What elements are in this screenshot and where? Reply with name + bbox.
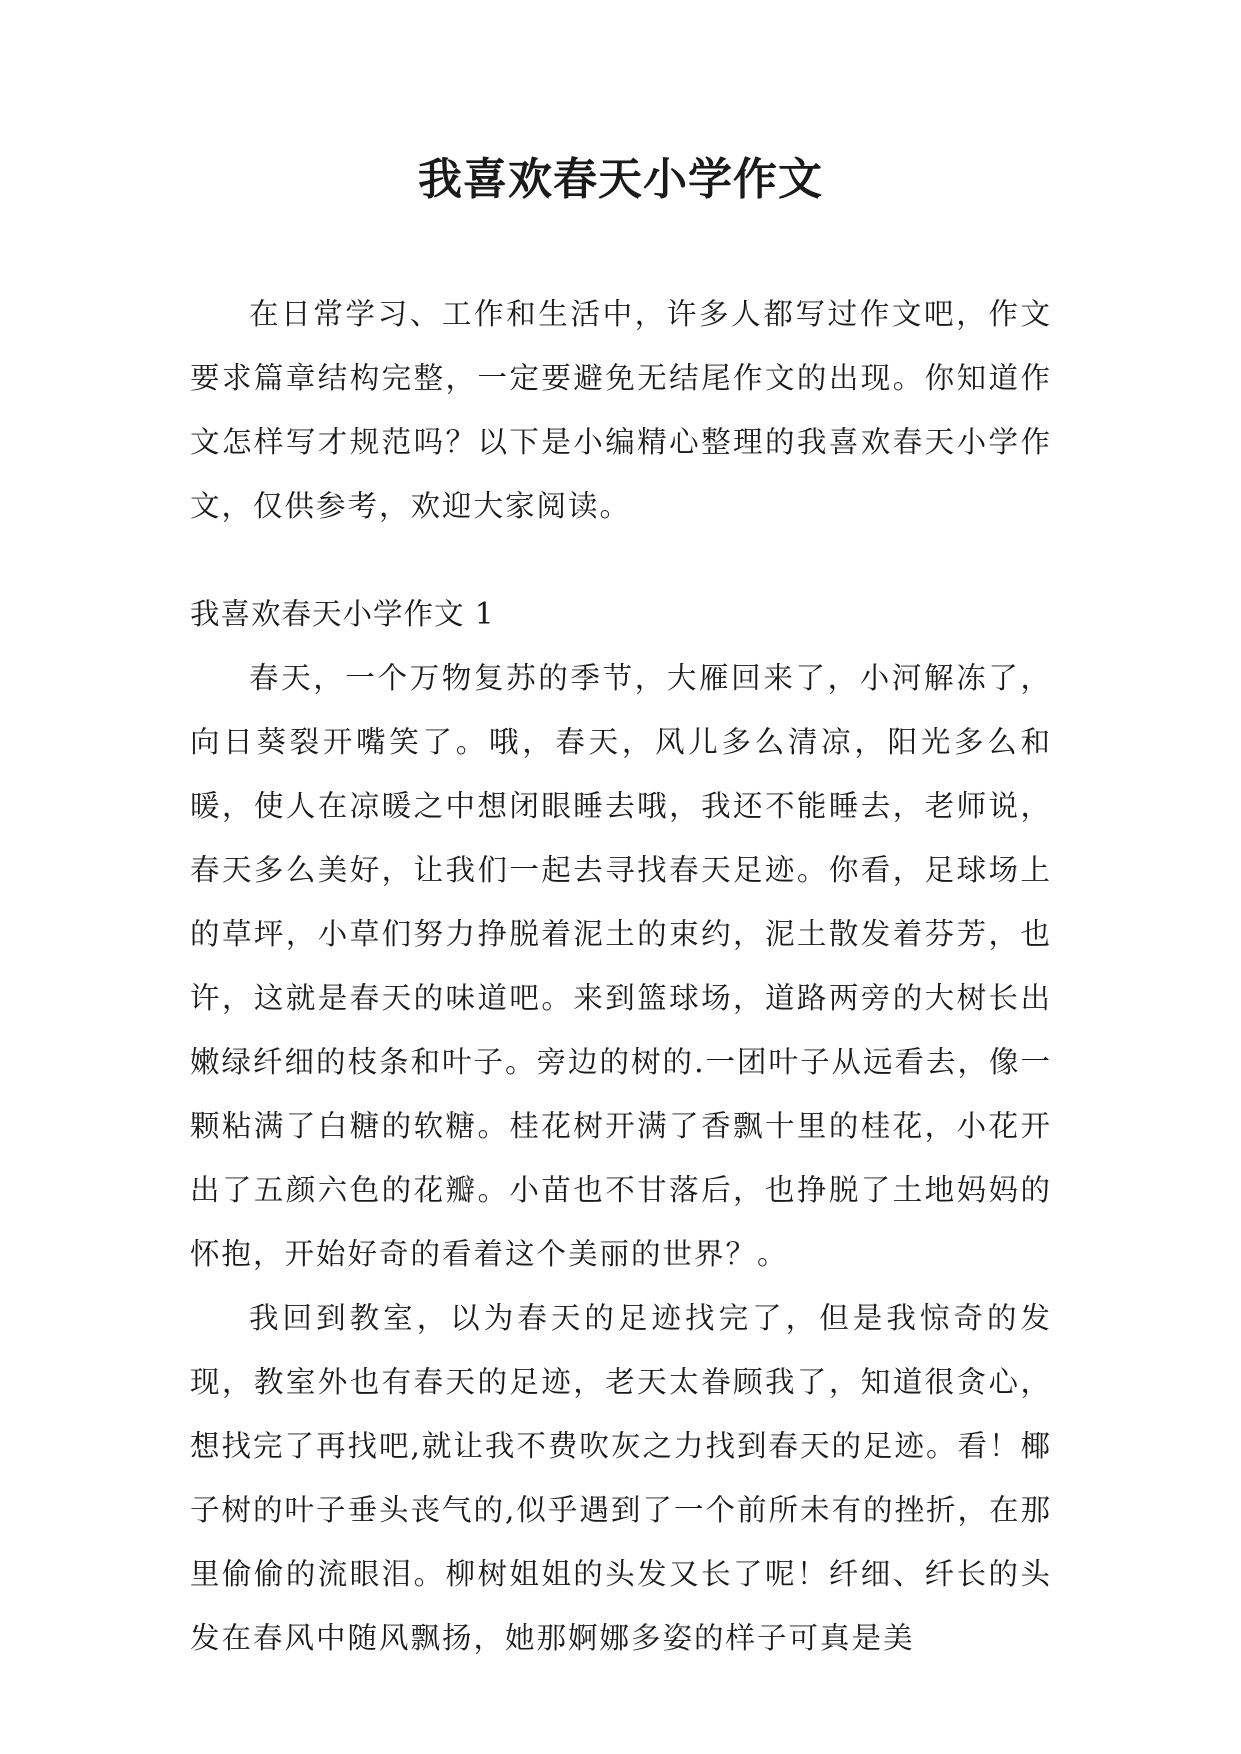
body-paragraph: 我回到教室，以为春天的足迹找完了，但是我惊奇的发现，教室外也有春天的足迹，老天太眷顾我了，知道很贪心，想找完了再找吧,就让我不费吹灰之力找到春天的足迹。看！椰子树的叶子垂头丧气的,似乎遇到了一个前所未有的挫折，在那里偷偷的流眼泪。柳树姐姐的头发又长了呢！纤细、纤长的头发在春风中随风飘扬，她那婀娜多姿的样子可真是美 (190, 1301, 1052, 1655)
body-paragraph: 春天，一个万物复苏的季节，大雁回来了，小河解冻了，向日葵裂开嘴笑了。哦，春天，风儿多么清凉，阳光多么和暖，使人在凉暖之中想闭眼睡去哦，我还不能睡去，老师说，春天多么美好，让我们一起去寻找春天足迹。你看，足球场上的草坪，小草们努力挣脱着泥土的束约，泥土散发着芬芳，也许，这就是春天的味道吧。来到篮球场，道路两旁的大树长出嫩绿纤细的枝条和叶子。旁边的树的.一团叶子从远看去，像一颗粘满了白糖的软糖。桂花树开满了香飘十里的桂花，小花开出了五颜六色的花瓣。小苗也不甘落后，也挣脱了土地妈妈的怀抱，开始好奇的看着这个美丽的世界？。 (190, 661, 1052, 1271)
intro-paragraph: 在日常学习、工作和生活中，许多人都写过作文吧，作文要求篇章结构完整，一定要避免无结尾作文的出现。你知道作文怎样写才规范吗？以下是小编精心整理的我喜欢春天小学作文，仅供参考，欢迎大家阅读。 (190, 297, 1052, 523)
document-body (190, 282, 1052, 1670)
page-title: 我喜欢春天小学作文 (418, 154, 823, 205)
section-heading: 我喜欢春天小学作文 1 (190, 597, 495, 631)
